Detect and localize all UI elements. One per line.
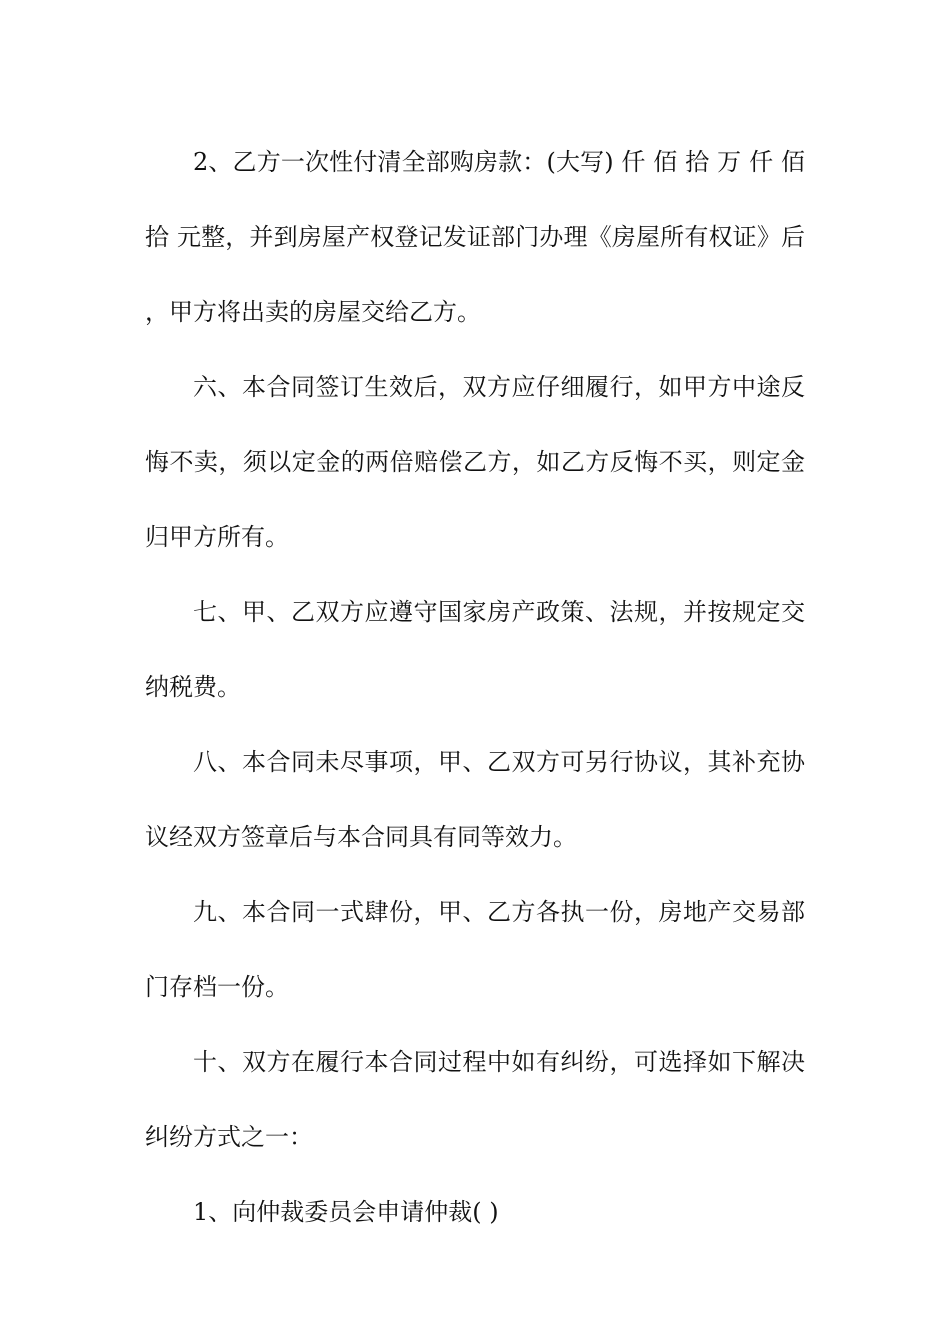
paragraph-clause-9: 九、本合同一式肆份，甲、乙方各执一份，房地产交易部门存档一份。 [145, 898, 805, 1001]
paragraph-arbitration-option: 1、向仲裁委员会申请仲裁( ) [193, 1198, 499, 1226]
paragraph-payment: 2、乙方一次性付清全部购房款：(大写) 仟 佰 拾 万 仟 佰 拾 元整，并到房屋产权登记发证部门办理《房屋所有权证》后，甲方将出卖的房屋交给乙方。 [145, 148, 805, 326]
paragraph-clause-6: 六、本合同签订生效后，双方应仔细履行，如甲方中途反悔不卖，须以定金的两倍赔偿乙方，如乙方反悔不买，则定金归甲方所有。 [145, 373, 805, 551]
paragraph-clause-7: 七、甲、乙双方应遵守国家房产政策、法规，并按规定交纳税费。 [145, 598, 805, 701]
paragraph-clause-8: 八、本合同未尽事项，甲、乙双方可另行协议，其补充协议经双方签章后与本合同具有同等效力。 [145, 748, 805, 851]
paragraph-clause-10: 十、双方在履行本合同过程中如有纠纷，可选择如下解决纠纷方式之一： [145, 1048, 805, 1151]
document-body [145, 125, 805, 1250]
